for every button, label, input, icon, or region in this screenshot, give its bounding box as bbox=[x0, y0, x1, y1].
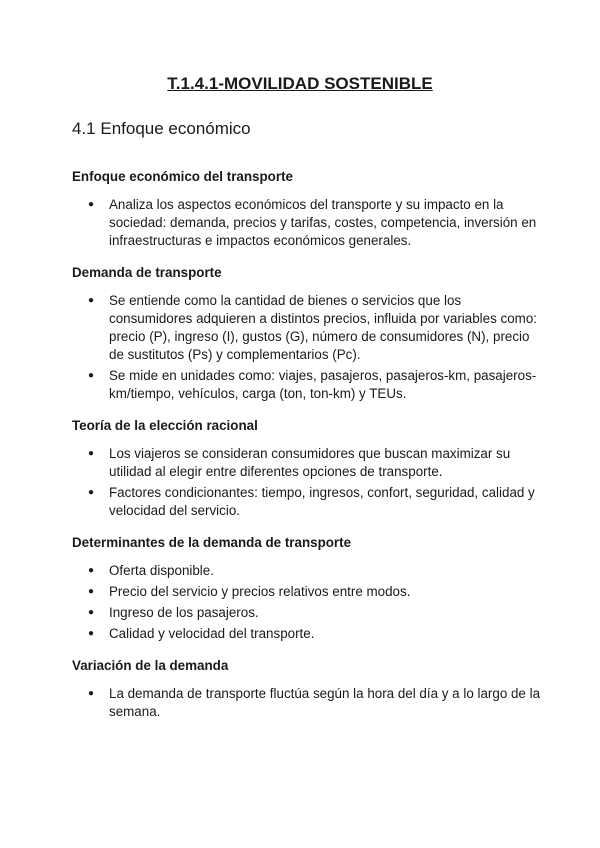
bullet-icon: ● bbox=[88, 370, 95, 381]
section-block-transport-demand bbox=[72, 264, 542, 403]
list-item-text: Precio del servicio y precios relativos entre modos. bbox=[109, 584, 411, 599]
bullet-icon: ● bbox=[88, 295, 95, 306]
section-block-rational-choice bbox=[72, 417, 542, 520]
bullet-icon: ● bbox=[88, 199, 95, 210]
bullet-list bbox=[72, 685, 542, 721]
list-item bbox=[72, 625, 542, 643]
bullet-icon: ● bbox=[88, 628, 95, 639]
document-body bbox=[72, 168, 542, 735]
subheading: Determinantes de la demanda de transporte bbox=[72, 535, 352, 550]
bullet-icon: ● bbox=[88, 607, 95, 618]
subheading: Teoría de la elección racional bbox=[72, 418, 258, 433]
list-item-text: Los viajeros se consideran consumidores que buscan maximizar su utilidad al elegir entre diferentes opciones de transporte. bbox=[109, 446, 511, 479]
bullet-list bbox=[72, 445, 542, 520]
list-item-text: Oferta disponible. bbox=[109, 563, 214, 578]
subheading: Enfoque económico del transporte bbox=[72, 169, 293, 184]
section-block-demand-variation bbox=[72, 657, 542, 721]
list-item-text: La demanda de transporte fluctúa según la hora del día y a lo largo de la semana. bbox=[109, 686, 541, 719]
list-item-text: Factores condicionantes: tiempo, ingresos, confort, seguridad, calidad y velocidad del servicio. bbox=[109, 485, 535, 518]
document-title: T.1.4.1-MOVILIDAD SOSTENIBLE bbox=[167, 74, 433, 93]
list-item-text: Ingreso de los pasajeros. bbox=[109, 605, 259, 620]
section-block-demand-determinants bbox=[72, 534, 542, 643]
list-item bbox=[72, 604, 542, 622]
bullet-list bbox=[72, 562, 542, 643]
list-item-text: Se entiende como la cantidad de bienes o servicios que los consumidores adquieren a distintos precios, influida por variables como: precio (P), ingreso (I), gustos (G), número de consumidores (N), precio de sustitutos (Ps) y complementarios (Pc). bbox=[109, 293, 537, 362]
bullet-list bbox=[72, 196, 542, 250]
subheading: Demanda de transporte bbox=[72, 265, 222, 280]
bullet-icon: ● bbox=[88, 586, 95, 597]
list-item bbox=[72, 292, 542, 364]
section-block-economic-approach bbox=[72, 168, 542, 250]
list-item-text: Analiza los aspectos económicos del transporte y su impacto en la sociedad: demanda, precios y tarifas, costes, competencia, inversión en infraestructuras e impactos económicos generales. bbox=[109, 197, 537, 248]
list-item bbox=[72, 562, 542, 580]
bullet-icon: ● bbox=[88, 565, 95, 576]
subheading: Variación de la demanda bbox=[72, 658, 229, 673]
list-item bbox=[72, 685, 542, 721]
bullet-icon: ● bbox=[88, 688, 95, 699]
list-item bbox=[72, 367, 542, 403]
list-item bbox=[72, 583, 542, 601]
list-item bbox=[72, 445, 542, 481]
list-item bbox=[72, 484, 542, 520]
section-heading: 4.1 Enfoque económico bbox=[72, 119, 251, 138]
bullet-icon: ● bbox=[88, 448, 95, 459]
list-item bbox=[72, 196, 542, 250]
bullet-list bbox=[72, 292, 542, 403]
list-item-text: Calidad y velocidad del transporte. bbox=[109, 626, 315, 641]
list-item-text: Se mide en unidades como: viajes, pasajeros, pasajeros-km, pasajeros-km/tiempo, vehículos, carga (ton, ton-km) y TEUs. bbox=[109, 368, 537, 401]
bullet-icon: ● bbox=[88, 487, 95, 498]
